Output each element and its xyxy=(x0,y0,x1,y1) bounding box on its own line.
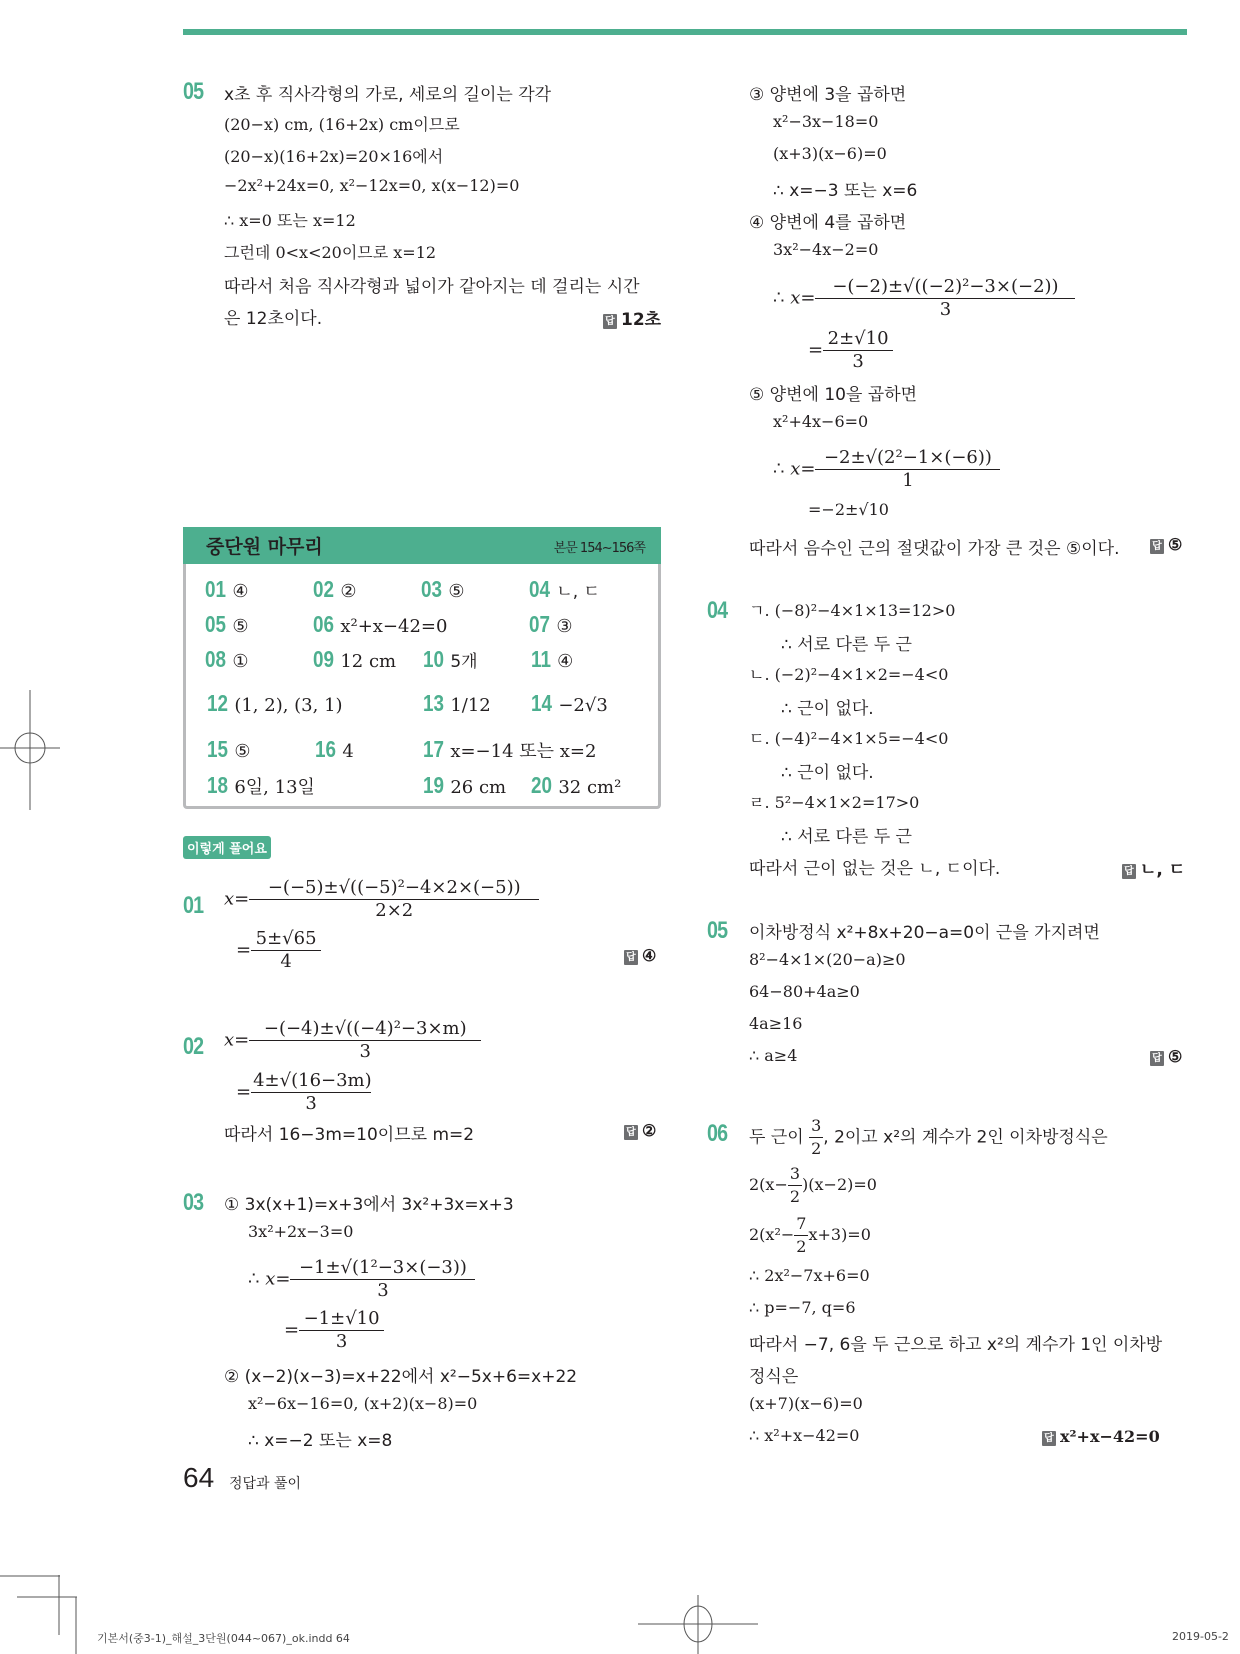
summary-item: 08 ① xyxy=(205,646,249,672)
solution-line: 따라서 근이 없는 것은 ㄴ, ㄷ이다. xyxy=(749,859,1001,879)
answer: 답 ② xyxy=(624,1121,656,1140)
summary-item: 06 x²+x−42=0 xyxy=(313,611,448,637)
formula-line: = $\frac{2\pm√10}{3}$ xyxy=(808,328,893,373)
summary-item: 04 ㄴ, ㄷ xyxy=(529,576,600,602)
solution-line: 64−80+4a≥0 xyxy=(749,982,860,1001)
registration-mark-left-icon xyxy=(0,690,60,820)
solution-line: (20−x)(16+2x)=20×16에서 xyxy=(224,147,444,166)
problem-number: 01 xyxy=(183,892,204,919)
solution-line: ㄹ. 5²−4×1×2=17>0 xyxy=(749,793,920,812)
summary-item: 05 ⑤ xyxy=(205,611,249,637)
section-label: 정답과 풀이 xyxy=(229,1476,302,1492)
summary-item: 20 32 cm² xyxy=(531,772,622,798)
solution-line: (x+7)(x−6)=0 xyxy=(749,1394,863,1413)
answer-mark-icon: 답 xyxy=(603,314,617,329)
problem-number: 06 xyxy=(707,1120,728,1147)
solution-line: 따라서 −7, 6을 두 근으로 하고 x²의 계수가 1인 이차방 xyxy=(749,1335,1163,1355)
solution-line: 3x²+2x−3=0 xyxy=(248,1222,354,1241)
summary-item: 15 ⑤ xyxy=(207,736,251,762)
answer: 답 x²+x−42=0 xyxy=(1042,1427,1160,1446)
print-slug-date: 2019-05-2 xyxy=(1172,1630,1229,1643)
solution-line: ∴ x=−2 또는 x=8 xyxy=(248,1431,393,1451)
registration-mark-bottom-icon xyxy=(638,1595,758,1654)
solution-line: ㄴ. (−2)²−4×1×2=−4<0 xyxy=(749,665,949,684)
answer: 답 12초 xyxy=(603,305,661,330)
solution-line: ∴ 근이 없다. xyxy=(781,763,874,783)
solution-line: ㄷ. (−4)²−4×1×5=−4<0 xyxy=(749,729,949,748)
crop-mark-icon xyxy=(0,1575,80,1654)
solution-line: 4a≥16 xyxy=(749,1014,803,1033)
problem-number: 04 xyxy=(707,597,728,624)
solution-line: x²−3x−18=0 xyxy=(773,112,879,131)
summary-box-page-ref: 본문 154∼156쪽 xyxy=(553,541,645,556)
solution-line: ∴ x=0 또는 x=12 xyxy=(224,211,356,230)
solution-line: 따라서 16−3m=10이므로 m=2 xyxy=(224,1125,475,1145)
formula-line: 2(x− $\frac{3}{2}$ )(x−2)=0 xyxy=(749,1164,877,1206)
solution-line: x²−6x−16=0, (x+2)(x−8)=0 xyxy=(248,1394,478,1413)
answer-mark-icon: 답 xyxy=(1150,1051,1164,1066)
solution-line: ⑤ 양변에 10을 곱하면 xyxy=(749,385,918,405)
summary-item: 18 6일, 13일 xyxy=(207,772,315,798)
solution-line: ∴ 2x²−7x+6=0 xyxy=(749,1266,870,1285)
solution-line: ③ 양변에 3을 곱하면 xyxy=(749,85,907,105)
header-rule xyxy=(183,29,1187,35)
solution-line: (x+3)(x−6)=0 xyxy=(773,144,887,163)
solution-line: ∴ 근이 없다. xyxy=(781,699,874,719)
solution-line: x²+4x−6=0 xyxy=(773,412,869,431)
solution-line: ∴ x²+x−42=0 xyxy=(749,1426,860,1445)
summary-item: 17 x=−14 또는 x=2 xyxy=(423,736,597,762)
page-number: 64 xyxy=(183,1462,215,1493)
solution-line: 두 근이 $\frac{3}{2}$ , 2이고 x²의 계수가 2인 이차방정식은 xyxy=(749,1116,1108,1158)
summary-item: 11 ④ xyxy=(531,646,574,672)
solution-line: 따라서 처음 직사각형과 넓이가 같아지는 데 걸리는 시간 xyxy=(224,277,640,297)
answer: 답 ⑤ xyxy=(1150,535,1182,554)
answer-mark-icon: 답 xyxy=(624,1125,638,1140)
solution-badge: 이렇게 풀어요 xyxy=(183,836,271,859)
summary-item: 03 ⑤ xyxy=(421,576,465,602)
solution-line: 정식은 xyxy=(749,1367,799,1387)
solution-line: ② (x−2)(x−3)=x+22에서 x²−5x+6=x+22 xyxy=(224,1367,578,1387)
summary-item: 10 5개 xyxy=(423,646,478,672)
summary-item: 09 12 cm xyxy=(313,646,397,672)
formula-line: = $\frac{4\pm√(16-3m)}{3}$ xyxy=(236,1070,372,1114)
solution-line: =−2±√10 xyxy=(808,500,889,519)
solution-line: ㄱ. (−8)²−4×1×13=12>0 xyxy=(749,601,956,620)
solution-line: ∴ x=−3 또는 x=6 xyxy=(773,181,918,201)
solution-line: 8²−4×1×(20−a)≥0 xyxy=(749,950,906,969)
solution-line: ∴ 서로 다른 두 근 xyxy=(781,827,912,847)
summary-box xyxy=(183,527,661,809)
solution-line: 은 12초이다. xyxy=(224,309,323,329)
solution-line: x초 후 직사각형의 가로, 세로의 길이는 각각 xyxy=(224,85,552,105)
summary-item: 19 26 cm xyxy=(423,772,507,798)
answer-mark-icon: 답 xyxy=(1042,1431,1056,1446)
summary-item: 02 ② xyxy=(313,576,357,602)
summary-item: 12 (1, 2), (3, 1) xyxy=(207,690,343,716)
summary-item: 13 1/12 xyxy=(423,690,491,716)
formula-line: = $\frac{5\pm√65}{4}$ xyxy=(236,928,321,973)
formula-line: = $\frac{-1\pm√10}{3}$ xyxy=(284,1308,384,1353)
summary-box-header xyxy=(183,527,661,564)
summary-item: 07 ③ xyxy=(529,611,573,637)
formula-line: ∴ x= $\frac{\text{−1±√(1²−3×(−3))}}{3}$ xyxy=(248,1257,475,1302)
solution-line: 3x²−4x−2=0 xyxy=(773,240,879,259)
solution-line: 그런데 0<x<20이므로 x=12 xyxy=(224,243,437,262)
summary-item: 01 ④ xyxy=(205,576,249,602)
solution-line: 이차방정식 x²+8x+20−a=0이 근을 가지려면 xyxy=(749,923,1100,943)
solution-line: 따라서 음수인 근의 절댓값이 가장 큰 것은 ⑤이다. xyxy=(749,539,1120,559)
answer-mark-icon: 답 xyxy=(1150,539,1164,554)
problem-number: 05 xyxy=(183,78,204,105)
solution-line: ∴ a≥4 xyxy=(749,1046,798,1065)
solution-line: ① 3x(x+1)=x+3에서 3x²+3x=x+3 xyxy=(224,1195,514,1215)
answer-mark-icon: 답 xyxy=(1122,864,1136,879)
solution-line: (20−x) cm, (16+2x) cm이므로 xyxy=(224,115,460,134)
solution-line: −2x²+24x=0, x²−12x=0, x(x−12)=0 xyxy=(224,176,520,195)
answer: 답 ⑤ xyxy=(1150,1047,1182,1066)
solution-line: ④ 양변에 4를 곱하면 xyxy=(749,213,907,233)
answer-mark-icon: 답 xyxy=(624,950,638,965)
print-slug-file: 기본서(중3-1)_해설_3단원(044~067)_ok.indd 64 xyxy=(97,1632,350,1645)
answer: 답 ④ xyxy=(624,946,656,965)
formula-line: ∴ x= $\frac{\text{−(−2)±√((−2)²−3×(−2))}}{3}$ xyxy=(773,276,1075,321)
solution-line: ∴ 서로 다른 두 근 xyxy=(781,635,912,655)
formula-line: x= $\frac{\text{−(−5)±√((−5)²−4×2×(−5))}}{2\times 2}$ xyxy=(224,877,539,922)
formula-line: 2(x²− $\frac{7}{2}$ x+3)=0 xyxy=(749,1214,871,1256)
problem-number: 05 xyxy=(707,917,728,944)
formula-line: x= $\frac{\text{−(−4)±√((−4)²−3×m)}}{3}$ xyxy=(224,1018,481,1063)
summary-item: 16 4 xyxy=(315,736,354,762)
problem-number: 03 xyxy=(183,1189,204,1216)
problem-number: 02 xyxy=(183,1033,204,1060)
answer: 답 ㄴ, ㄷ xyxy=(1122,855,1185,880)
summary-item: 14 −2√3 xyxy=(531,690,608,716)
solution-line: ∴ p=−7, q=6 xyxy=(749,1298,856,1317)
summary-box-title: 중단원 마무리 xyxy=(206,536,323,558)
formula-line: ∴ x= $\frac{\text{−2±√(2²−1×(−6))}}{1}$ xyxy=(773,447,1000,492)
